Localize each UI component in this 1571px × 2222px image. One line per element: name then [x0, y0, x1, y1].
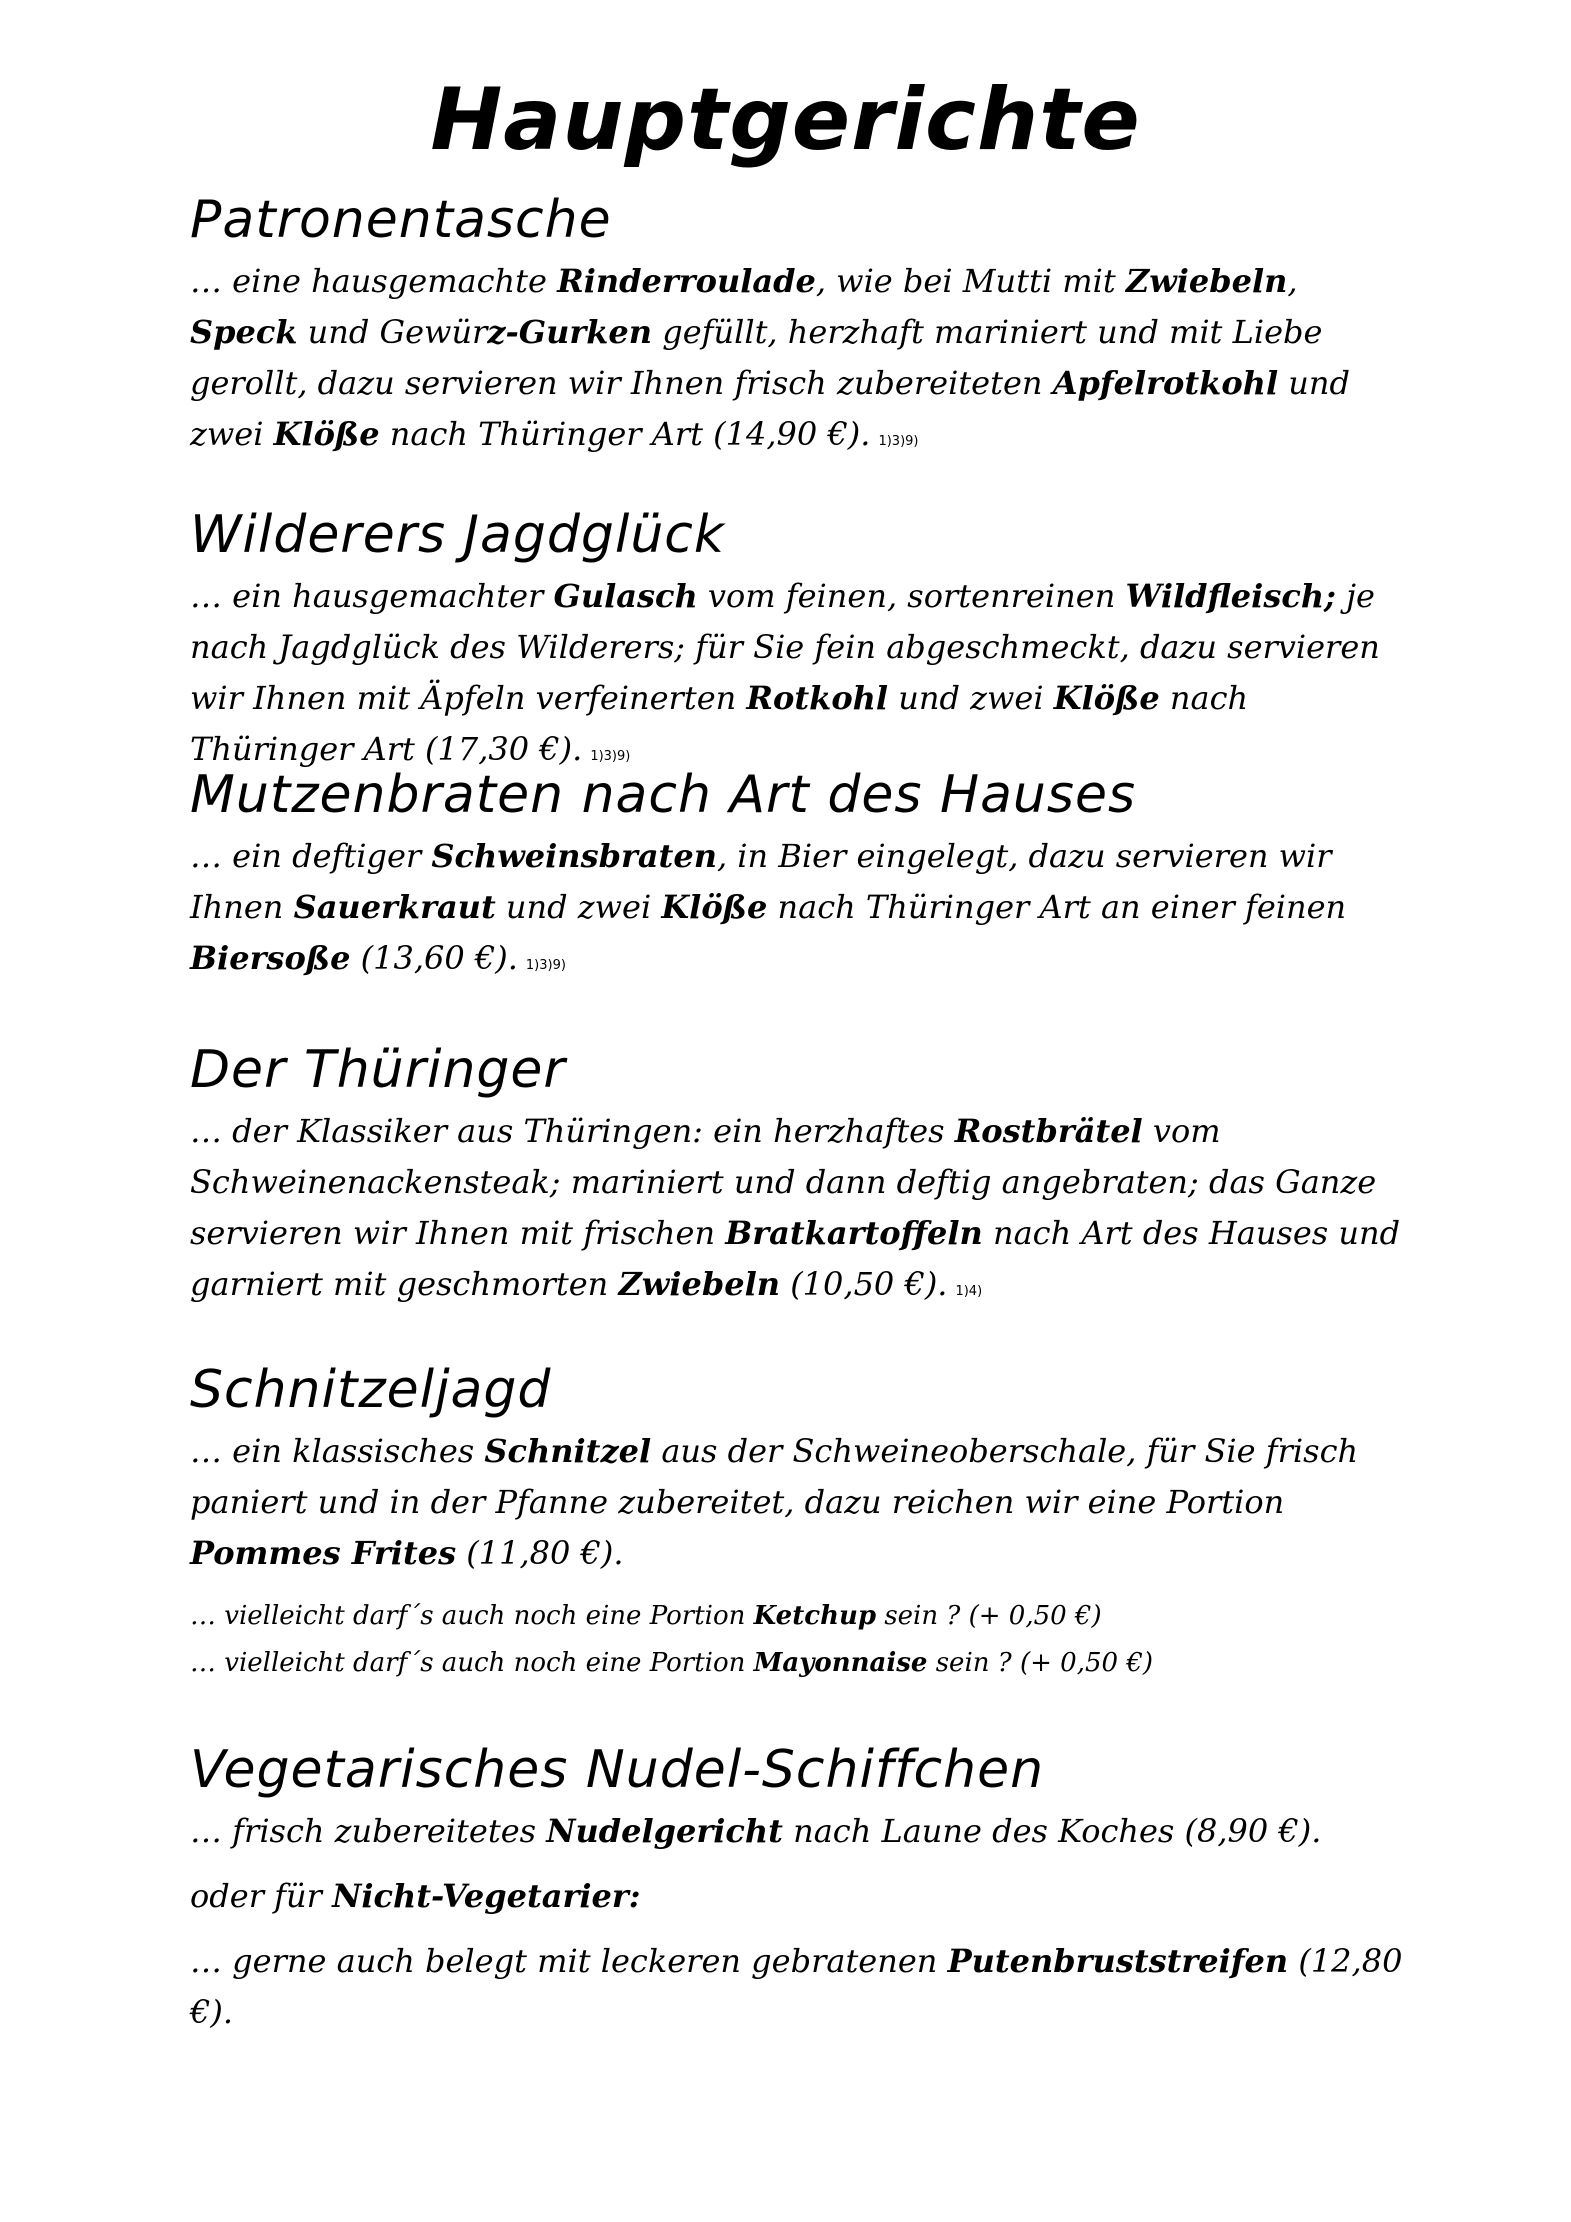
description-text: nach Laune des Koches (8,90 €). — [782, 1812, 1322, 1850]
allergen-codes: 1)3)9) — [590, 749, 631, 764]
description-text: … der Klassiker aus Thüringen: ein herzhaftes — [190, 1112, 955, 1150]
highlighted-ingredient: Apfelrotkohl — [1052, 364, 1279, 402]
description-text: … gerne auch belegt mit leckeren gebratenen — [190, 1942, 948, 1980]
description-text: und zwei — [495, 888, 662, 926]
dish-description — [190, 1106, 1410, 1317]
dish-description — [190, 831, 1410, 991]
highlighted-ingredient: Ketchup — [753, 1601, 877, 1631]
dish-der-thueringer — [190, 1040, 1410, 1317]
dish-description — [190, 1426, 1410, 1579]
highlighted-ingredient: Klöße — [1053, 679, 1160, 717]
description-text: gefüllt, herzhaft mariniert und mit Liebe gerollt, dazu servieren wir Ihnen frisch zubereiteten — [190, 313, 1323, 402]
description-text: (12,80 €). — [190, 1942, 1403, 2031]
highlighted-ingredient: Bratkartoffeln — [725, 1214, 983, 1252]
dish-name: Der Thüringer — [190, 1040, 566, 1100]
allergen-codes: 1)3)9) — [525, 958, 566, 973]
description-text: (11,80 €). — [456, 1534, 624, 1572]
description-text: vom feinen, sortenreinen — [697, 577, 1126, 615]
highlighted-ingredient: Zwiebeln — [1125, 262, 1288, 300]
description-text: nach Thüringer Art (14,90 €). — [379, 415, 871, 453]
highlighted-ingredient: Rinderroulade — [557, 262, 816, 300]
description-text: nach Thüringer Art an einer feinen — [767, 888, 1347, 926]
description-text: … eine hausgemachte — [190, 262, 558, 300]
highlighted-ingredient: Wildfleisch; — [1125, 577, 1336, 615]
description-text: , — [1287, 262, 1298, 300]
dish-nudel-schiffchen — [190, 1740, 1410, 2038]
highlighted-ingredient: Mayonnaise — [753, 1648, 928, 1678]
highlighted-ingredient: Rostbrätel — [954, 1112, 1143, 1150]
description-text: je nach Jagdglück des Wilderers; für Sie fein abgeschmeckt, dazu servieren wir Ihnen mit Äpfeln verfeinerten — [190, 577, 1380, 717]
description-text: … vielleicht darf´s auch noch eine Portion — [190, 1601, 754, 1631]
highlighted-ingredient: Gulasch — [553, 577, 698, 615]
dish-wilderers-jagdglueck — [190, 505, 1410, 782]
highlighted-ingredient: Nudelgericht — [546, 1812, 783, 1850]
dish-name: Vegetarisches Nudel-Schiffchen — [190, 1740, 1045, 1800]
description-text: … ein klassisches — [190, 1432, 485, 1470]
description-text: aus der Schweineoberschale, für Sie frisch paniert und in der Pfanne zubereitet, dazu reichen wir eine Portion — [190, 1432, 1359, 1521]
description-text: (10,50 €). — [780, 1265, 948, 1303]
non-vegetarian-option — [190, 1936, 1410, 2038]
dish-name: Mutzenbraten nach Art des Hauses — [190, 765, 1137, 825]
non-vegetarian-note — [190, 1871, 1410, 1922]
description-text: vom Schweinenackensteak; mariniert und dann deftig angebraten; das Ganze servieren wir Ihnen mit frischen — [190, 1112, 1377, 1252]
dish-schnitzeljagd — [190, 1360, 1410, 1687]
extra-option-mayonnaise — [190, 1640, 1410, 1687]
description-text: (13,60 €). — [350, 939, 518, 977]
dish-description — [190, 571, 1410, 782]
dish-name: Wilderers Jagdglück — [190, 505, 726, 565]
highlighted-ingredient: Sauerkraut — [293, 888, 496, 926]
dish-name: Patronentasche — [190, 190, 612, 250]
dish-description — [190, 1806, 1410, 1857]
description-text: … frisch zubereitetes — [190, 1812, 547, 1850]
highlighted-ingredient: Speck — [190, 313, 298, 351]
page-title: Hauptgerichte — [430, 70, 1141, 170]
dish-name: Schnitzeljagd — [190, 1360, 552, 1420]
highlighted-ingredient: Klöße — [273, 415, 380, 453]
description-text: … ein deftiger — [190, 837, 432, 875]
allergen-codes: 1)3)9) — [878, 434, 919, 449]
highlighted-ingredient: Pommes Frites — [190, 1534, 457, 1572]
highlighted-ingredient: Rotkohl — [746, 679, 889, 717]
highlighted-ingredient: Zwiebeln — [618, 1265, 781, 1303]
description-text: nach Thüringer Art (17,30 €). — [190, 679, 1249, 768]
dish-patronentasche — [190, 190, 1410, 467]
highlighted-ingredient: Putenbruststreifen — [947, 1942, 1289, 1980]
highlighted-ingredient: Biersoße — [190, 939, 351, 977]
description-text: , wie bei Mutti mit — [815, 262, 1126, 300]
extra-option-ketchup — [190, 1593, 1410, 1640]
description-text: sein ? (+ 0,50 €) — [927, 1648, 1154, 1678]
dish-mutzenbraten — [190, 765, 1410, 991]
highlighted-ingredient: z-Gurken — [487, 313, 653, 351]
highlighted-ingredient: Nicht-Vegetarier: — [332, 1877, 641, 1915]
description-text: nach Art des Hauses und garniert mit geschmorten — [190, 1214, 1401, 1303]
description-text: sein ? (+ 0,50 €) — [876, 1601, 1102, 1631]
highlighted-ingredient: Schweinsbraten — [431, 837, 717, 875]
description-text: … ein hausgemachter — [190, 577, 554, 615]
description-text: … vielleicht darf´s auch noch eine Portion — [190, 1648, 754, 1678]
description-text: und Gewür — [297, 313, 488, 351]
dish-description — [190, 256, 1410, 467]
description-text: oder für — [190, 1877, 333, 1915]
description-text: und zwei — [190, 364, 1350, 453]
description-text: , in Bier eingelegt, dazu servieren wir Ihnen — [190, 837, 1332, 926]
description-text: und zwei — [888, 679, 1054, 717]
highlighted-ingredient: Klöße — [661, 888, 768, 926]
allergen-codes: 1)4) — [955, 1284, 983, 1299]
highlighted-ingredient: Schnitzel — [484, 1432, 652, 1470]
